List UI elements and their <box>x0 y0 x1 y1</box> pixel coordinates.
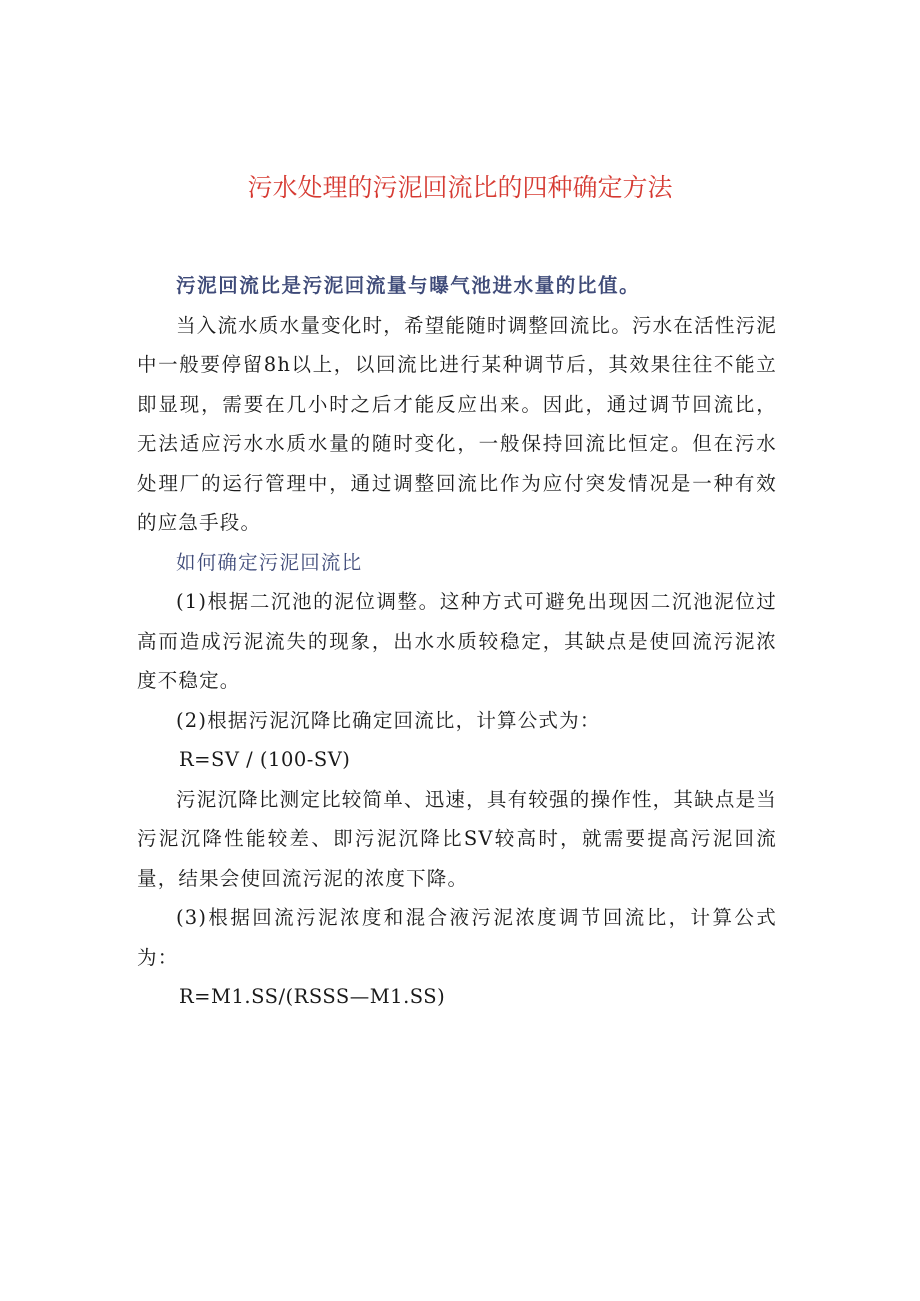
section-heading-definition: 污泥回流比是污泥回流量与曝气池进水量的比值。 <box>176 274 641 297</box>
document-body <box>137 266 777 1017</box>
method-2-note-paragraph: 污泥沉降比测定比较简单、迅速，具有较强的操作性，其缺点是当污泥沉降性能较差、即污泥沉降比SV较高时，就需要提高污泥回流量，结果会使回流污泥的浓度下降。 <box>137 787 777 890</box>
method-2-paragraph: (2)根据污泥沉降比确定回流比，计算公式为： <box>176 708 601 732</box>
paragraph-intro: 当入流水质水量变化时，希望能随时调整回流比。污水在活性污泥中一般要停留8h以上，以回流比进行某种调节后，其效果往往不能立即显现，需要在几小时之后才能反应出来。因此，通过调节回流比，无法适应污水水质水量的随时变化，一般保持回流比恒定。但在污水处理厂的运行管理中，通过调整回流比作为应付突发情况是一种有效的应急手段。 <box>137 313 777 534</box>
formula-sludge-concentration: R=M1.SS/(RSSS—M1.SS) <box>179 985 446 1008</box>
formula-sludge-settling-ratio: R=SV / (100-SV) <box>179 748 351 771</box>
method-1-paragraph: (1)根据二沉池的泥位调整。这种方式可避免出现因二沉池泥位过高而造成污泥流失的现象，出水水质较稳定，其缺点是使回流污泥浓度不稳定。 <box>137 590 777 692</box>
document-title: 污水处理的污泥回流比的四种确定方法 <box>247 173 673 202</box>
section-heading-methods: 如何确定污泥回流比 <box>176 550 363 574</box>
method-3-paragraph: (3)根据回流污泥浓度和混合液污泥浓度调节回流比，计算公式为： <box>137 906 777 969</box>
